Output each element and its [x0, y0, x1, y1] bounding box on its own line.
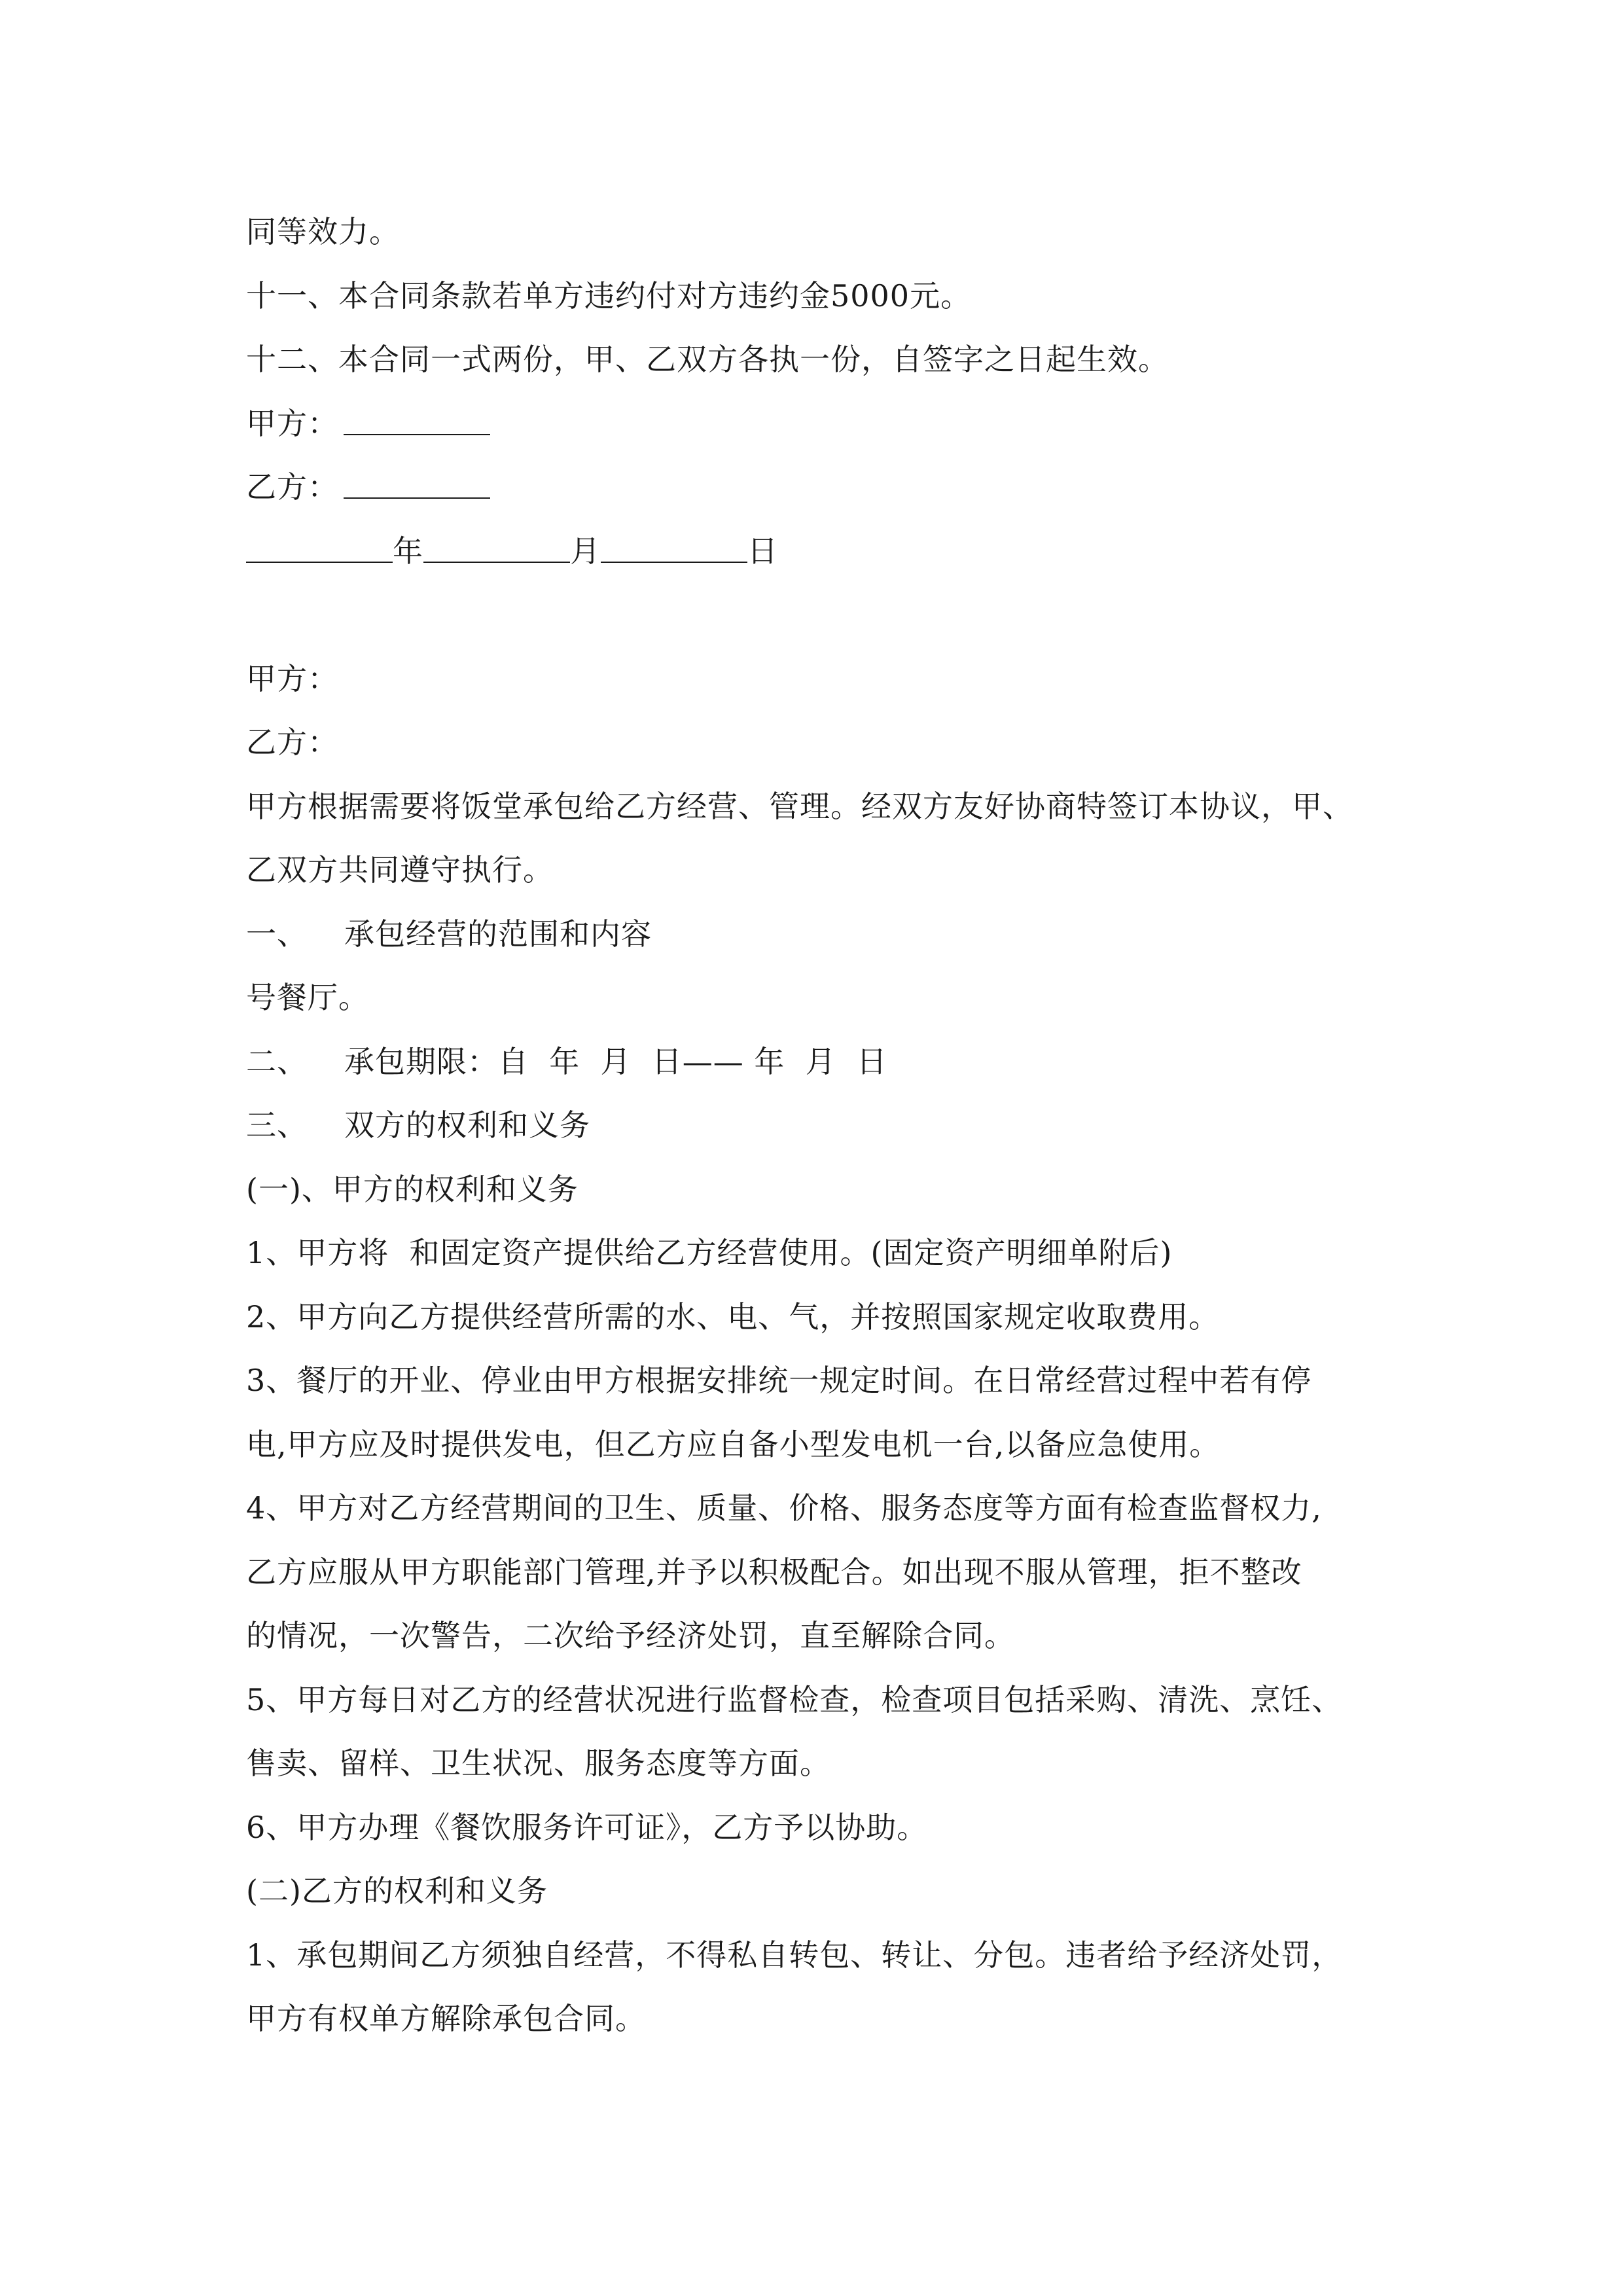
section-one-heading	[246, 903, 1398, 967]
clause-eleven: 十一、本合同条款若单方违约付对方违约金5000元。	[246, 278, 972, 314]
agreement-intro: 甲方根据需要将饭堂承包给乙方经营、管理。经双方友好协商特签订本协议，甲、	[246, 788, 1353, 824]
section-one-number: 一、	[246, 916, 308, 952]
date-year-blank	[246, 537, 393, 563]
text-line: 同等效力。	[246, 214, 400, 249]
signature-party-a	[246, 392, 1398, 456]
subsection-party-a-heading: (一)、甲方的权利和义务	[246, 1171, 579, 1207]
signature-party-a-label: 甲方：	[246, 405, 338, 441]
party-a-item-6: 6、甲方办理《餐饮服务许可证》，乙方予以协助。	[246, 1809, 928, 1845]
party-a-item-5: 5、甲方每日对乙方的经营状况进行监督检查，检查项目包括采购、清洗、烹饪、	[246, 1681, 1343, 1717]
party-a-item-4-cont: 乙方应服从甲方职能部门管理,并予以积极配合。如出现不服从管理，拒不整改	[246, 1554, 1302, 1590]
clause-twelve: 十二、本合同一式两份，甲、乙双方各执一份，自签字之日起生效。	[246, 342, 1169, 377]
signature-party-b-blank	[344, 473, 490, 499]
agreement-party-a: 甲方：	[246, 660, 338, 696]
party-a-item-2: 2、甲方向乙方提供经营所需的水、电、气，并按照国家规定收取费用。	[246, 1299, 1220, 1335]
section-two-title: 承包期限：自 年 月 日—— 年 月 日	[344, 1043, 887, 1079]
party-b-item-1: 1、承包期间乙方须独自经营，不得私自转包、转让、分包。违者给予经济处罚，	[246, 1937, 1343, 1973]
party-a-item-5-cont: 售卖、留样、卫生状况、服务态度等方面。	[246, 1746, 830, 1781]
party-a-item-3-cont: 电,甲方应及时提供发电，但乙方应自备小型发电机一台,以备应急使用。	[246, 1426, 1221, 1462]
date-month-blank	[423, 537, 570, 563]
section-three-title: 双方的权利和义务	[344, 1107, 590, 1143]
agreement-intro-cont: 乙双方共同遵守执行。	[246, 852, 554, 888]
subsection-party-b-heading: (二)乙方的权利和义务	[246, 1873, 548, 1909]
party-a-item-4: 4、甲方对乙方经营期间的卫生、质量、价格、服务态度等方面有检查监督权力,	[246, 1490, 1322, 1526]
signature-date	[246, 520, 1398, 584]
signature-party-b	[246, 456, 1398, 520]
section-one-title: 承包经营的范围和内容	[344, 916, 652, 952]
party-a-item-1: 1、甲方将 和固定资产提供给乙方经营使用。(固定资产明细单附后)	[246, 1235, 1173, 1270]
section-two-number: 二、	[246, 1043, 308, 1079]
section-two-heading	[246, 1030, 1398, 1094]
signature-party-a-blank	[344, 409, 490, 435]
section-one-body: 号餐厅。	[246, 980, 369, 1015]
date-month-label: 月	[570, 533, 601, 569]
date-year-label: 年	[393, 533, 423, 569]
party-a-item-4-cont: 的情况，一次警告，二次给予经济处罚，直至解除合同。	[246, 1618, 1015, 1653]
date-day-blank	[601, 537, 747, 563]
party-b-item-1-cont: 甲方有权单方解除承包合同。	[246, 2001, 646, 2036]
document-body	[246, 200, 1398, 2051]
agreement-party-b: 乙方：	[246, 725, 338, 760]
section-three-number: 三、	[246, 1107, 308, 1143]
section-three-heading	[246, 1094, 1398, 1158]
signature-party-b-label: 乙方：	[246, 469, 338, 505]
date-day-label: 日	[747, 533, 778, 569]
party-a-item-3: 3、餐厅的开业、停业由甲方根据安排统一规定时间。在日常经营过程中若有停	[246, 1363, 1312, 1398]
